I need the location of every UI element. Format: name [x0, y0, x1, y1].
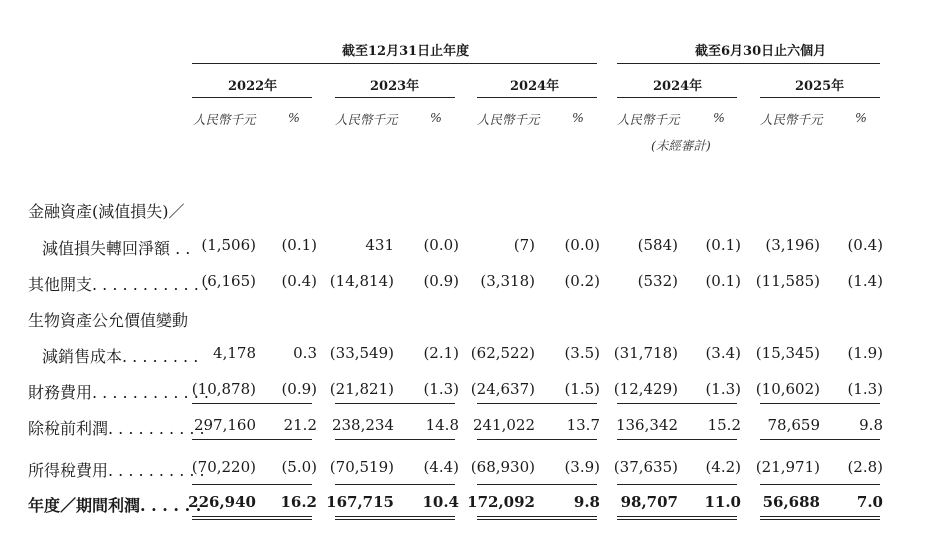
table-cell: (5.0)	[281, 458, 317, 476]
year-underline	[335, 97, 455, 98]
total-rule	[617, 484, 737, 485]
table-cell: 297,160	[193, 416, 256, 434]
table-cell: (3.9)	[564, 458, 600, 476]
table-cell: 16.2	[280, 493, 317, 511]
table-cell: 238,234	[331, 416, 394, 434]
subtotal-rule	[335, 403, 455, 404]
table-cell: (0.4)	[847, 236, 883, 254]
year-header-2024-interim: 2024年	[653, 79, 703, 94]
table-cell: (0.1)	[705, 272, 741, 290]
table-cell: (14,814)	[329, 272, 394, 290]
table-cell: 78,659	[767, 416, 820, 434]
subtotal-rule	[760, 403, 880, 404]
year-header-2023: 2023年	[370, 79, 420, 94]
table-cell: (0.0)	[423, 236, 459, 254]
table-cell: (3.4)	[705, 344, 741, 362]
subtotal-rule	[760, 439, 880, 440]
table-cell: (10,602)	[755, 380, 820, 398]
year-underline	[760, 97, 880, 98]
double-rule	[477, 519, 597, 520]
double-rule	[192, 516, 312, 517]
year-header-2022: 2022年	[228, 79, 278, 94]
unit-pct-header: %	[855, 110, 867, 125]
table-cell: (0.9)	[423, 272, 459, 290]
table-cell: (7)	[513, 236, 535, 254]
table-cell: (2.8)	[847, 458, 883, 476]
subtotal-rule	[477, 403, 597, 404]
row-label: 減值損失轉回淨額 . .	[42, 239, 191, 258]
table-cell: 167,715	[326, 493, 394, 511]
table-cell: 431	[365, 236, 394, 254]
group-header-full-year: 截至12月31日止年度	[342, 44, 470, 59]
subtotal-rule	[192, 439, 312, 440]
table-cell: 7.0	[856, 493, 883, 511]
unit-pct-header: %	[713, 110, 725, 125]
table-cell: (31,718)	[613, 344, 678, 362]
table-cell: 0.3	[293, 344, 317, 362]
row-label: 金融資產(減值損失)／	[28, 202, 185, 221]
table-cell: (12,429)	[613, 380, 678, 398]
unit-rmb-header: 人民幣千元	[335, 112, 398, 127]
table-cell: (1.9)	[847, 344, 883, 362]
double-rule	[335, 519, 455, 520]
table-cell: (37,635)	[613, 458, 678, 476]
double-rule	[192, 519, 312, 520]
table-cell: 98,707	[620, 493, 678, 511]
row-label: 生物資產公允價值變動	[28, 311, 189, 330]
table-cell: (2.1)	[423, 344, 459, 362]
table-cell: (0.4)	[281, 272, 317, 290]
table-cell: (3.5)	[564, 344, 600, 362]
total-rule	[477, 484, 597, 485]
total-rule	[192, 484, 312, 485]
table-cell: (0.9)	[281, 380, 317, 398]
table-cell: (1.3)	[423, 380, 459, 398]
table-cell: (10,878)	[191, 380, 256, 398]
table-cell: 9.8	[859, 416, 883, 434]
subtotal-rule	[477, 439, 597, 440]
unaudited-note: (未經審計)	[651, 138, 711, 153]
unit-rmb-header: 人民幣千元	[760, 112, 823, 127]
table-cell: (6,165)	[201, 272, 256, 290]
table-cell: 136,342	[615, 416, 678, 434]
table-cell: (532)	[637, 272, 678, 290]
table-cell: (1.3)	[705, 380, 741, 398]
table-cell: (0.0)	[564, 236, 600, 254]
year-header-2025-interim: 2025年	[795, 79, 845, 94]
row-label: 除稅前利潤. . . . . . . . . .	[28, 419, 205, 438]
unit-pct-header: %	[572, 110, 584, 125]
group-underline-six-months	[617, 63, 880, 64]
table-cell: (0.1)	[705, 236, 741, 254]
unit-pct-header: %	[288, 110, 300, 125]
table-cell: (3,318)	[480, 272, 535, 290]
total-rule	[335, 484, 455, 485]
table-cell: (70,519)	[329, 458, 394, 476]
table-cell: (15,345)	[755, 344, 820, 362]
double-rule	[617, 516, 737, 517]
table-cell: (4.2)	[705, 458, 741, 476]
table-cell: (24,637)	[470, 380, 535, 398]
table-cell: 13.7	[566, 416, 600, 434]
row-label: 年度／期間利潤. . . . . .	[28, 496, 202, 515]
row-label: 減銷售成本. . . . . . . .	[42, 347, 199, 366]
table-cell: 21.2	[283, 416, 317, 434]
table-cell: 56,688	[762, 493, 820, 511]
table-cell: 4,178	[213, 344, 256, 362]
subtotal-rule	[617, 403, 737, 404]
subtotal-rule	[617, 439, 737, 440]
subtotal-rule	[192, 403, 312, 404]
table-cell: (62,522)	[470, 344, 535, 362]
row-label: 所得稅費用. . . . . . . . . .	[28, 461, 205, 480]
table-cell: (11,585)	[755, 272, 820, 290]
year-header-2024: 2024年	[510, 79, 560, 94]
table-cell: 172,092	[467, 493, 535, 511]
unit-rmb-header: 人民幣千元	[617, 112, 680, 127]
table-cell: (21,971)	[755, 458, 820, 476]
table-cell: (0.2)	[564, 272, 600, 290]
double-rule	[760, 519, 880, 520]
table-cell: 11.0	[704, 493, 741, 511]
double-rule	[477, 516, 597, 517]
subtotal-rule	[335, 439, 455, 440]
table-cell: (70,220)	[191, 458, 256, 476]
table-cell: (1.4)	[847, 272, 883, 290]
double-rule	[760, 516, 880, 517]
table-cell: (1.3)	[847, 380, 883, 398]
table-cell: (21,821)	[329, 380, 394, 398]
table-cell: (3,196)	[765, 236, 820, 254]
table-cell: 226,940	[188, 493, 256, 511]
unit-rmb-header: 人民幣千元	[193, 112, 256, 127]
table-cell: 14.8	[425, 416, 459, 434]
table-cell: 241,022	[472, 416, 535, 434]
year-underline	[192, 97, 312, 98]
group-underline-full-year	[192, 63, 597, 64]
unit-pct-header: %	[430, 110, 442, 125]
total-rule	[760, 484, 880, 485]
table-cell: (68,930)	[470, 458, 535, 476]
table-cell: (1,506)	[201, 236, 256, 254]
table-cell: (1.5)	[564, 380, 600, 398]
table-cell: (33,549)	[329, 344, 394, 362]
year-underline	[617, 97, 737, 98]
row-label: 其他開支. . . . . . . . . . . .	[28, 275, 209, 294]
table-cell: 15.2	[707, 416, 741, 434]
table-cell: (0.1)	[281, 236, 317, 254]
double-rule	[617, 519, 737, 520]
group-header-six-months: 截至6月30日止六個月	[695, 44, 827, 59]
table-cell: (584)	[637, 236, 678, 254]
unit-rmb-header: 人民幣千元	[477, 112, 540, 127]
year-underline	[477, 97, 597, 98]
table-cell: 9.8	[573, 493, 600, 511]
double-rule	[335, 516, 455, 517]
table-cell: (4.4)	[423, 458, 459, 476]
row-label: 財務費用. . . . . . . . . . . .	[28, 383, 209, 402]
table-cell: 10.4	[422, 493, 459, 511]
